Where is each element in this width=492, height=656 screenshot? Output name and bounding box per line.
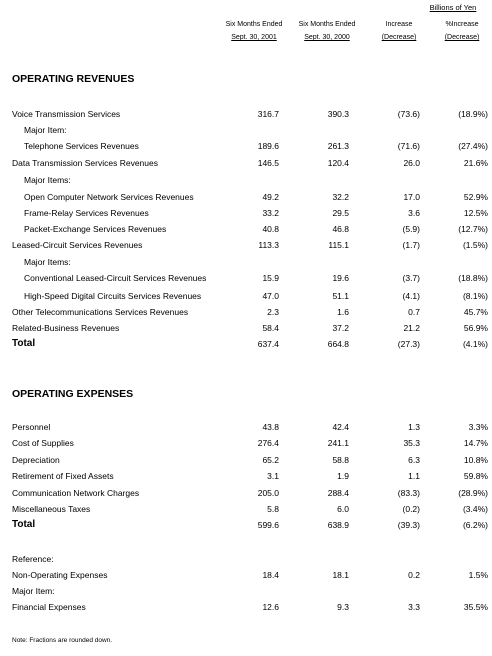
- cell-value: 58.4: [262, 323, 279, 333]
- table-row: [0, 107, 492, 121]
- cell-value: 9.3: [337, 602, 349, 612]
- footnote: Note: Fractions are rounded down.: [12, 637, 113, 644]
- row-label: Frame-Relay Services Revenues: [24, 208, 149, 218]
- cell-value: (1.7): [402, 240, 420, 250]
- cell-value: (27.3): [397, 339, 420, 349]
- cell-value: 12.6: [262, 602, 279, 612]
- cell-value: (71.6): [397, 141, 420, 151]
- cell-value: (3.4%): [462, 504, 488, 514]
- cell-value: 638.9: [327, 520, 349, 530]
- cell-value: (5.9): [402, 224, 420, 234]
- cell-value: 21.6%: [463, 158, 488, 168]
- cell-value: 3.3: [408, 602, 420, 612]
- row-label: Miscellaneous Taxes: [12, 504, 91, 514]
- column-header-line2: (Decrease): [381, 34, 417, 41]
- row-label: Major Item:: [24, 125, 67, 135]
- cell-value: 59.8%: [463, 471, 488, 481]
- row-label: Conventional Leased-Circuit Services Revenues: [24, 273, 207, 283]
- cell-value: (8.1%): [462, 291, 488, 301]
- table-row-total: [0, 337, 492, 351]
- cell-value: 51.1: [332, 291, 349, 301]
- cell-value: 10.8%: [463, 455, 488, 465]
- cell-value: 189.6: [257, 141, 279, 151]
- row-label: Reference:: [12, 554, 54, 564]
- cell-value: (27.4%): [458, 141, 488, 151]
- row-label: Leased-Circuit Services Revenues: [12, 240, 143, 250]
- cell-value: 599.6: [257, 520, 279, 530]
- cell-value: 241.1: [327, 438, 349, 448]
- cell-value: (1.5%): [462, 240, 488, 250]
- table-row: [0, 255, 492, 269]
- cell-value: 276.4: [257, 438, 279, 448]
- row-label: Related-Business Revenues: [12, 323, 120, 333]
- column-header-sept-2000: [290, 18, 364, 44]
- cell-value: 18.1: [332, 570, 349, 580]
- cell-value: 664.8: [327, 339, 349, 349]
- cell-value: (28.9%): [458, 488, 488, 498]
- cell-value: 120.4: [327, 158, 349, 168]
- table-row: [0, 190, 492, 204]
- cell-value: 21.2: [403, 323, 420, 333]
- table-row: [0, 420, 492, 434]
- row-label: Total: [12, 338, 36, 349]
- cell-value: 47.0: [262, 291, 279, 301]
- row-label: Depreciation: [12, 455, 60, 465]
- row-label: Open Computer Network Services Revenues: [24, 192, 194, 202]
- table-row: [0, 568, 492, 582]
- cell-value: 0.7: [408, 307, 420, 317]
- cell-value: (4.1%): [462, 339, 488, 349]
- column-header-sept-2001: [218, 18, 290, 44]
- row-label: Major Item:: [12, 586, 55, 596]
- cell-value: 2.3: [267, 307, 279, 317]
- table-row: [0, 552, 492, 566]
- table-row: [0, 139, 492, 153]
- column-header-line1: %Increase: [445, 21, 479, 28]
- column-header-increase: [372, 18, 426, 44]
- table-row: [0, 486, 492, 500]
- cell-value: 316.7: [257, 109, 279, 119]
- cell-value: 1.9: [337, 471, 349, 481]
- cell-value: (6.2%): [462, 520, 488, 530]
- cell-value: 19.6: [332, 273, 349, 283]
- cell-value: 637.4: [257, 339, 279, 349]
- cell-value: (73.6): [397, 109, 420, 119]
- cell-value: 52.9%: [463, 192, 488, 202]
- table-row: [0, 436, 492, 450]
- cell-value: 113.3: [258, 240, 279, 250]
- cell-value: 1.6: [337, 307, 349, 317]
- cell-value: 46.8: [332, 224, 349, 234]
- cell-value: 6.0: [337, 504, 349, 514]
- cell-value: 35.3: [403, 438, 420, 448]
- cell-value: 40.8: [262, 224, 279, 234]
- table-row: [0, 156, 492, 170]
- cell-value: 1.1: [408, 471, 420, 481]
- column-header-pct-increase: [432, 18, 492, 44]
- cell-value: (83.3): [397, 488, 420, 498]
- revenues-section-title: OPERATING REVENUES: [12, 73, 135, 85]
- cell-value: (3.7): [402, 273, 420, 283]
- column-header-line1: Increase: [385, 21, 413, 28]
- table-row: [0, 123, 492, 137]
- table-row: [0, 271, 492, 285]
- cell-value: 17.0: [403, 192, 420, 202]
- row-label: Non-Operating Expenses: [12, 570, 108, 580]
- table-row: [0, 173, 492, 187]
- cell-value: 29.5: [332, 208, 349, 218]
- cell-value: 35.5%: [463, 602, 488, 612]
- table-row: [0, 600, 492, 614]
- cell-value: 43.8: [262, 422, 279, 432]
- cell-value: 3.3%: [468, 422, 488, 432]
- cell-value: 14.7%: [463, 438, 488, 448]
- row-label: Voice Transmission Services: [12, 109, 121, 119]
- table-row: [0, 305, 492, 319]
- expenses-section-title: OPERATING EXPENSES: [12, 388, 134, 400]
- cell-value: 0.2: [408, 570, 420, 580]
- cell-value: 115.1: [328, 240, 349, 250]
- cell-value: (0.2): [402, 504, 420, 514]
- row-label: Retirement of Fixed Assets: [12, 471, 114, 481]
- cell-value: 45.7%: [463, 307, 488, 317]
- table-row: [0, 289, 492, 303]
- table-row: [0, 222, 492, 236]
- row-label: Financial Expenses: [12, 602, 86, 612]
- row-label: Communication Network Charges: [12, 488, 140, 498]
- table-row: [0, 238, 492, 252]
- cell-value: (4.1): [402, 291, 420, 301]
- table-row: [0, 321, 492, 335]
- table-row-total: [0, 518, 492, 532]
- cell-value: 15.9: [262, 273, 279, 283]
- cell-value: 12.5%: [463, 208, 488, 218]
- cell-value: (18.9%): [458, 109, 488, 119]
- cell-value: 56.9%: [463, 323, 488, 333]
- table-row: [0, 206, 492, 220]
- cell-value: 261.3: [327, 141, 349, 151]
- row-label: Major Items:: [24, 175, 71, 185]
- cell-value: 5.8: [267, 504, 279, 514]
- cell-value: (18.8%): [458, 273, 488, 283]
- row-label: Cost of Supplies: [12, 438, 74, 448]
- cell-value: 26.0: [403, 158, 420, 168]
- column-header-line2: (Decrease): [444, 34, 480, 41]
- cell-value: 390.3: [327, 109, 349, 119]
- cell-value: 1.5%: [468, 570, 488, 580]
- cell-value: 18.4: [262, 570, 279, 580]
- cell-value: 32.2: [332, 192, 349, 202]
- cell-value: 3.1: [267, 471, 279, 481]
- row-label: Major Items:: [24, 257, 71, 267]
- cell-value: 146.5: [257, 158, 279, 168]
- cell-value: (12.7%): [458, 224, 488, 234]
- cell-value: 6.3: [408, 455, 420, 465]
- table-row: [0, 453, 492, 467]
- cell-value: 42.4: [332, 422, 349, 432]
- row-label: Packet-Exchange Services Revenues: [24, 224, 167, 234]
- table-row: [0, 502, 492, 516]
- column-header-line1: Six Months Ended: [225, 21, 283, 28]
- column-header-line1: Six Months Ended: [298, 21, 356, 28]
- row-label: Data Transmission Services Revenues: [12, 158, 158, 168]
- cell-value: 288.4: [327, 488, 349, 498]
- cell-value: (39.3): [397, 520, 420, 530]
- table-row: [0, 469, 492, 483]
- row-label: Telephone Services Revenues: [24, 141, 139, 151]
- cell-value: 37.2: [332, 323, 349, 333]
- cell-value: 3.6: [408, 208, 420, 218]
- cell-value: 65.2: [262, 455, 279, 465]
- row-label: High-Speed Digital Circuits Services Revenues: [24, 291, 202, 301]
- row-label: Personnel: [12, 422, 51, 432]
- row-label: Total: [12, 519, 36, 530]
- cell-value: 205.0: [257, 488, 279, 498]
- column-header-line2: Sept. 30, 2001: [231, 34, 277, 41]
- cell-value: 33.2: [262, 208, 279, 218]
- cell-value: 58.8: [332, 455, 349, 465]
- column-header-line2: Sept. 30, 2000: [304, 34, 350, 41]
- cell-value: 49.2: [262, 192, 279, 202]
- unit-label: Billions of Yen: [429, 3, 477, 12]
- row-label: Other Telecommunications Services Revenues: [12, 307, 189, 317]
- cell-value: 1.3: [408, 422, 420, 432]
- table-row: [0, 584, 492, 598]
